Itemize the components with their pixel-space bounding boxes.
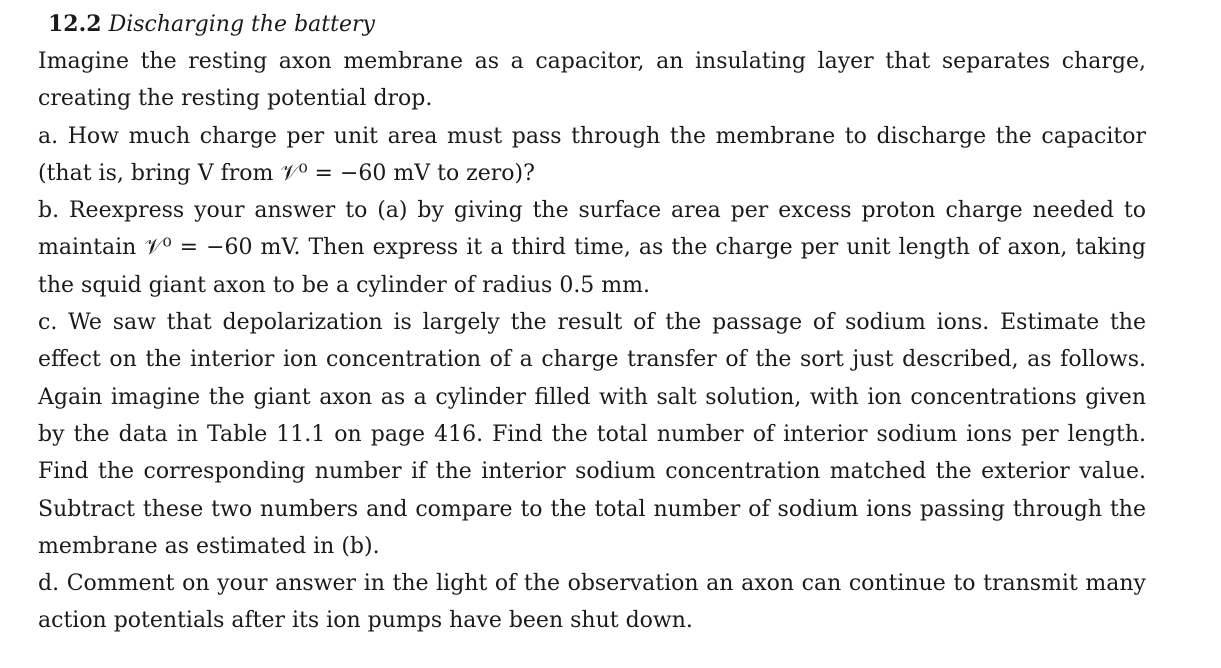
paragraph-intro: Imagine the resting axon membrane as a capacitor, an insulating layer that separates charge, creating the resting potential drop. [38,49,1146,112]
paragraph-part-a: a. How much charge per unit area must pass through the membrane to discharge the capacitor (that is, bring V from 𝒱⁰ = −60 mV to zero)? [38,123,1146,186]
paragraph-part-d: d. Comment on your answer in the light of the observation an axon can continue to transmit many action potentials after its ion pumps have been shut down. [38,571,1146,634]
section-title: Discharging the battery [108,12,375,37]
paragraph-part-b: b. Reexpress your answer to (a) by giving the surface area per excess proton charge needed to maintain 𝒱⁰ = −60 mV. Then express it a third time, as the charge per unit length of axon, taking the squid giant axon to be a cylinder of radius 0.5 mm. [38,198,1146,298]
section-heading [48,6,1146,43]
section-number: 12.2 [48,11,102,37]
document-page [38,6,1146,640]
paragraph-part-c: c. We saw that depolarization is largely the result of the passage of sodium ions. Estimate the effect on the interior ion concentration of a charge transfer of the sort just described, as follows. Again imagine the giant axon as a cylinder filled with salt solution, with ion concentrations given by the data in Table 11.1 on page 416. Find the total number of interior sodium ions per length. Find the corresponding number if the interior sodium concentration matched the exterior value. Subtract these two numbers and compare to the total number of sodium ions passing through the membrane as estimated in (b). [38,310,1146,559]
